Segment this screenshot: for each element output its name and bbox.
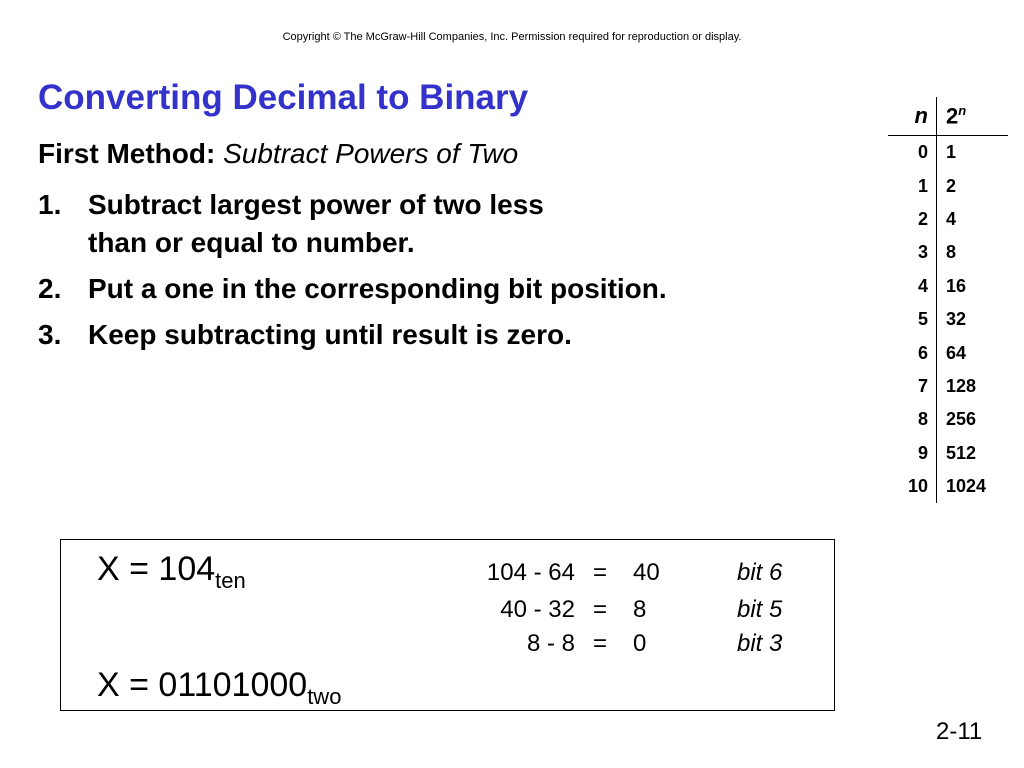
header-base: 2 (946, 103, 959, 129)
calc-equals: = (593, 559, 608, 586)
power-n-cell: 3 (888, 236, 937, 269)
calc-equals: = (593, 596, 608, 623)
calc-expression: 8 - 8 (526, 630, 575, 657)
step-item (38, 270, 808, 308)
power-n-cell: 0 (888, 136, 937, 170)
step-text: Subtract largest power of two less than or equal to number. (88, 189, 544, 258)
header-exponent: n (958, 102, 967, 118)
x-binary (97, 666, 341, 710)
table-header-row (888, 97, 1008, 136)
power-n-cell: 1 (888, 169, 937, 202)
table-row (888, 236, 1008, 269)
steps-list (38, 186, 808, 362)
method-heading (38, 138, 518, 170)
table-row (888, 136, 1008, 170)
step-number: 2. (38, 273, 62, 304)
calc-expression: 104 - 64 (486, 559, 575, 586)
power-value-cell: 4 (946, 208, 957, 229)
power-value-cell: 8 (946, 242, 957, 263)
step-number: 1. (38, 189, 62, 220)
table-row (888, 403, 1008, 436)
calc-equals: = (593, 630, 608, 657)
copyright-notice: Copyright © The McGraw-Hill Companies, Inc. Permission required for reproduction or display. (282, 31, 742, 43)
step-item (38, 186, 808, 262)
power-value-cell: 512 (946, 442, 977, 463)
calc-expression: 40 - 32 (500, 596, 575, 623)
power-value-cell: 32 (946, 309, 967, 330)
power-n-cell: 9 (888, 437, 937, 470)
header-power (937, 97, 1009, 136)
x-decimal-base: ten (215, 568, 246, 593)
table-row (888, 336, 1008, 369)
power-n-cell: 10 (888, 470, 937, 503)
power-value-cell: 64 (946, 342, 967, 363)
table-row (888, 203, 1008, 236)
calc-bit: bit 6 (737, 559, 783, 586)
calc-result: 40 (633, 559, 660, 586)
table-row (888, 303, 1008, 336)
power-value-cell: 1 (946, 142, 957, 163)
table-row (888, 270, 1008, 303)
power-n-cell: 4 (888, 270, 937, 303)
method-label: First Method: (38, 138, 216, 169)
slide-title: Converting Decimal to Binary (38, 78, 529, 117)
step-text: Put a one in the corresponding bit position. (88, 273, 667, 304)
power-n-cell: 7 (888, 370, 937, 403)
x-decimal (97, 550, 246, 594)
power-n-cell: 6 (888, 336, 937, 369)
power-n-cell: 8 (888, 403, 937, 436)
method-value: Subtract Powers of Two (223, 138, 519, 169)
power-value-cell: 1024 (946, 476, 987, 497)
page-number: 2-11 (936, 718, 983, 745)
table-body (888, 136, 1008, 504)
step-text: Keep subtracting until result is zero. (88, 319, 572, 350)
x-decimal-value: X = 104 (97, 550, 216, 588)
step-number: 3. (38, 319, 62, 350)
power-n-cell: 5 (888, 303, 937, 336)
example-box (60, 539, 835, 711)
step-item (38, 316, 808, 354)
calc-result: 0 (633, 630, 647, 657)
power-value-cell: 128 (946, 375, 977, 396)
calc-bit: bit 5 (737, 596, 783, 623)
table-row (888, 437, 1008, 470)
powers-of-two-table (888, 97, 1008, 503)
power-value-cell: 2 (946, 175, 957, 196)
x-binary-value: X = 01101000 (97, 666, 308, 704)
table-row (888, 169, 1008, 202)
header-n: n (888, 97, 937, 136)
calc-bit: bit 3 (737, 630, 783, 657)
power-n-cell: 2 (888, 203, 937, 236)
x-binary-base: two (307, 684, 342, 709)
power-value-cell: 256 (946, 409, 977, 430)
table-row (888, 470, 1008, 503)
table-row (888, 370, 1008, 403)
power-value-cell: 16 (946, 275, 967, 296)
calc-result: 8 (633, 596, 647, 623)
